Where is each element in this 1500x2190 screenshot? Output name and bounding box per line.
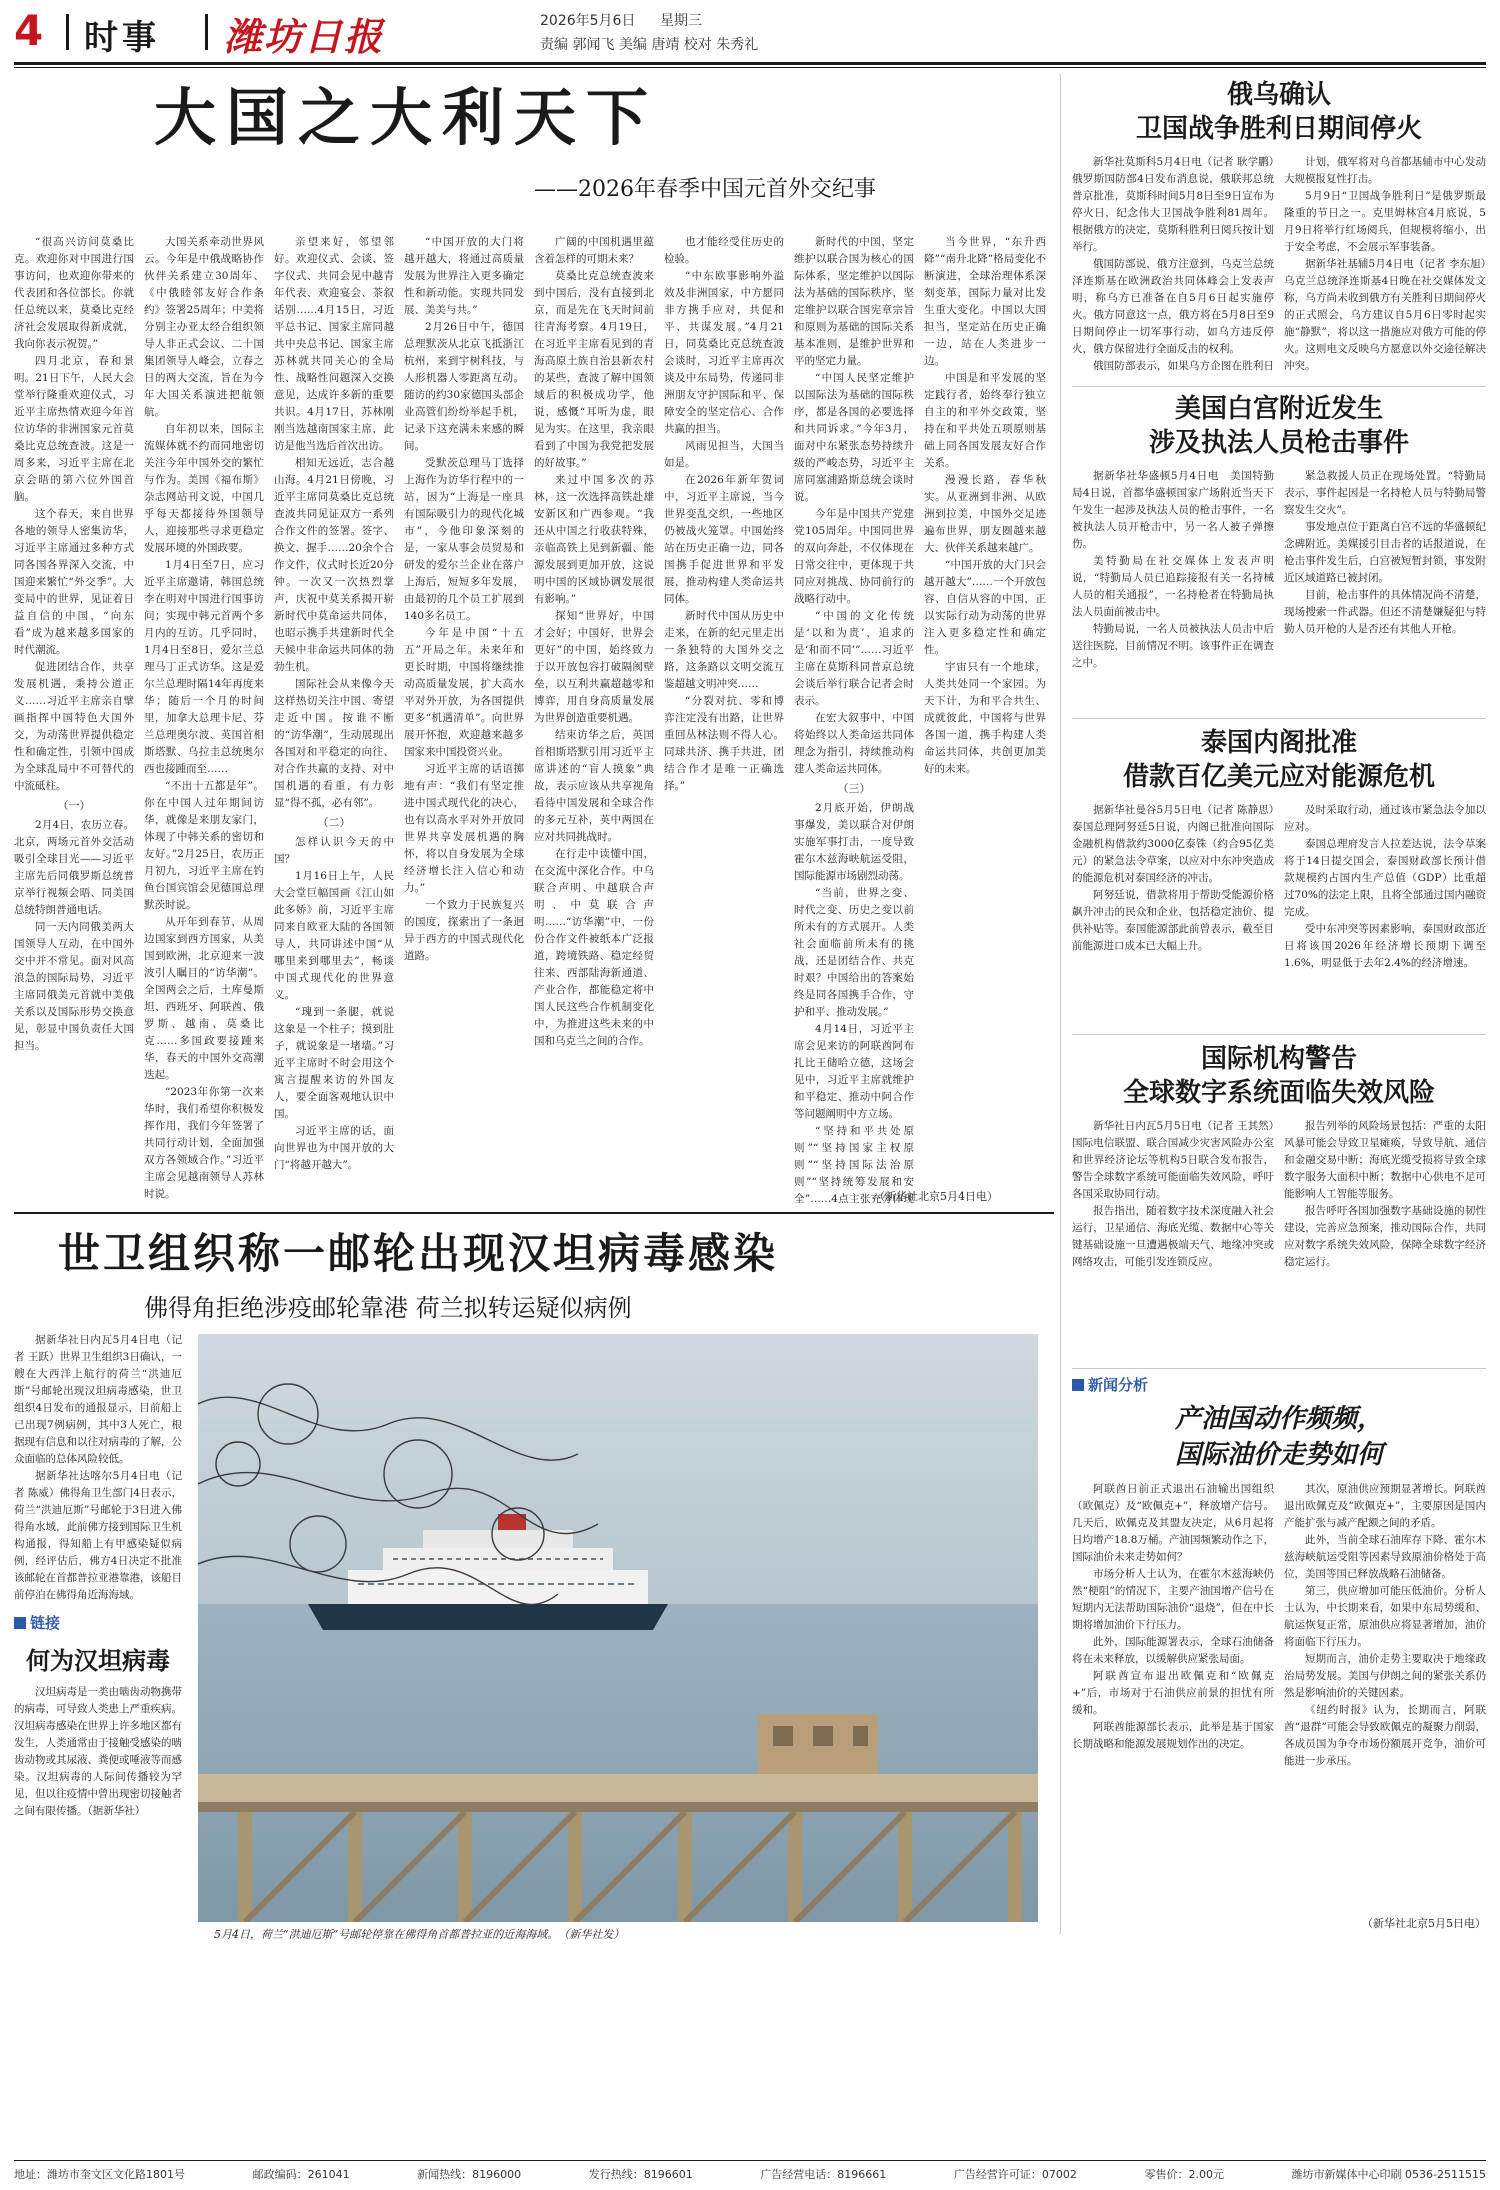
footer-item: 潍坊市新媒体中心印刷 0536-2511515 <box>1291 2168 1486 2181</box>
lead-paragraph: 来过中国多次的苏林，这一次选择高铁赴雄安新区和广西参观。“我还从中国之行收获特殊，亲临高铁上见到新疆、能源发展到更加开放，这说明中国的区域协调发展很有影响。” <box>534 474 654 605</box>
lead-paragraph: 莫桑比克总统查波来到中国后，没有直接到北京，而是先在飞天时间前往青海考察。4月19日，在习近平主席看见到的青海高原土族自治县新农村的某些，查波了解中国领域后的积极成功学，他说，感慨“耳听为虚，眼见为实。在这里，我亲眼看到了中国为我党把发展的好故事。” <box>534 270 654 469</box>
lead-paragraph: 受默茨总理马丁选择上海作为访华行程中的一站，因为“上海是一座具有国际吸引力的现代化城市”，今他印象深刻的是，一家从事会员贸易和研发的爱尔兰企业在落户上海后，短短多年发展，由最初的几个员工扩展到140多名员工。 <box>404 457 524 622</box>
lead-title: 大国之大利天下 <box>154 81 659 154</box>
lead-paragraph: “中国人民坚定维护以国际法为基础的国际秩序，都是各国的必要选择和共同诉求。”今年3月，面对中东紧张态势持续升级的严峻态势，习近平主席同塞浦路斯总统会谈时说。 <box>794 372 914 503</box>
link-badge <box>14 1612 182 1633</box>
story-column <box>1284 1118 1486 1352</box>
story-column <box>1284 1481 1486 1911</box>
story-column <box>1072 154 1274 374</box>
lead-paragraph: 在宏大叙事中，中国将始终以人类命运共同体理念为指引，持续推动构建人类命运共同体。 <box>794 712 914 775</box>
lead-paragraph: 广阔的中国机遇里蕴含着怎样的可期未来？ <box>534 236 654 265</box>
masthead-rule-thin <box>14 67 1486 68</box>
story-column <box>1072 1481 1274 1911</box>
story-paragraph: 阿联酋宣布退出欧佩克和“欧佩克+”后，市场对于石油供应前景的担忧有所缓和。 <box>1072 1670 1274 1716</box>
news-analysis <box>1072 1374 1486 1944</box>
bottom-subtitle: 佛得角拒绝涉疫邮轮靠港 荷兰拟转运疑似病例 <box>144 1294 632 1322</box>
lead-paragraph: 中国是和平发展的坚定践行者，始终奉行独立自主的和平外交政策，坚持在和平共处五项原则基础上同各国发展友好合作关系。 <box>924 372 1046 469</box>
lead-column-6 <box>664 234 784 1204</box>
section-name: 时事 <box>84 18 160 58</box>
masthead-rule <box>14 62 1486 65</box>
section-divider <box>14 1212 1054 1214</box>
footer-item: 邮政编码：261041 <box>252 2168 350 2181</box>
lead-paragraph: 4月14日，习近平主席会见来访的阿联酋阿布扎比王储哈立德，这场会见中，习近平主席就维护和平稳定、推动中阿合作等问题阐明中方立场。 <box>794 1023 914 1120</box>
lead-intro: “很高兴访问莫桑比克。欢迎你对中国进行国事访问，也欢迎你带来的代表团和各位部长。你就任总统以来，莫桑比克经济社会发展取得新成就，我向你表示祝贺。” <box>14 236 134 350</box>
lead-paragraph: “坚持和平共处原则”“坚持国家主权原则”“坚持国际法治原则”“坚持统筹发展和安全”……4点主张充分体现 <box>794 1125 914 1204</box>
story-paragraph: 新华社日内瓦5月5日电（记者 王其然）国际电信联盟、联合国减少灾害风险办公室和世界经济论坛等机构5日联合发布报告，警告全球数字系统可能面临失效风险，呼吁各国采取协同行动。 <box>1072 1120 1274 1200</box>
story-paragraph: 事发地点位于距离白宫不远的华盛顿纪念碑附近。美媒援引目击者的话报道说，在枪击事件发生后，白宫被短暂封锁，事发附近区域道路已被封闭。 <box>1284 521 1486 584</box>
footer-item: 零售价：2.00元 <box>1144 2168 1224 2181</box>
lead-story <box>14 74 1050 1208</box>
lead-paragraph: 在行走中读懂中国，在交流中深化合作。中乌联合声明、中越联合声明、中莫联合声明……“访华潮”中，一份份合作文件被纸本广泛报道，跨境铁路、稳定经贸往来、西部陆海新通道、产业合作，都能稳定将中国人民这些合作机制变化中，为推进这些未来的中国和乌克兰之间的合作。 <box>534 848 654 1047</box>
lead-paragraph: “2023年你第一次来华时，我们希望你积极发挥作用，我们今年签署了共同行动计划，全面加强双方各领域合作。”习近平主席会见越南领导人苏林时说。 <box>144 1086 264 1200</box>
story-paragraph: 据新华社曼谷5月5日电（记者 陈静思）泰国总理阿努廷5日说，内阁已批准向国际金融机构借款约3000亿泰铢（约合95亿美元）的紧急法令草案，以应对中东冲突造成的能源危机对泰国经济的冲击。 <box>1072 804 1274 884</box>
lead-column-5 <box>534 234 654 1204</box>
story-paragraph: 据新华社日内瓦5月4日电（记者 王跃）世界卫生组织3日确认，一艘在大西洋上航行的荷兰“洪迪厄斯”号邮轮出现汉坦病毒感染，世卫组织4日发布的通报显示，目前船上已出现7例病例，其中3人死亡，根据现有信息和以往对病毒的了解，公众面临的总体风险较低。 <box>14 1334 182 1465</box>
lead-paragraph: 大国关系牵动世界风云。今年是中俄战略协作伙伴关系建立30周年、《中俄睦邻友好合作条约》签署25周年；中美将分别主办亚太经合组织领导人非正式会议、二十国集团领导人峰会，立春之日的两大交流，旨在为今年大国关系演进把航领航。 <box>144 236 264 418</box>
lead-paragraph: 习近平主席的话语掷地有声：“我们有坚定推进中国式现代化的决心，也有以高水平对外开放同世界共享发展机遇的胸怀，将以自身发展为全球经济增长注入信心和动力。” <box>404 763 524 894</box>
section-marker-one: （一） <box>57 799 91 812</box>
story-paragraph: 紧急救援人员正在现场处置。“特勤局表示，事件起因是一名持枪人员与特勤局警察发生交火”。 <box>1284 470 1486 516</box>
story-paragraph: 报告指出，随着数字技术深度融入社会运行，卫星通信、海底光缆、数据中心等关键基础设施一旦遭遇极端天气、地缘冲突或网络攻击，可能引发连锁反应。 <box>1072 1205 1274 1268</box>
story-column <box>1284 468 1486 704</box>
story-divider <box>1072 1034 1486 1035</box>
story-paragraph: 《纽约时报》认为，长期而言，阿联酋“退群”可能会导致欧佩克的凝聚力削弱，各成员国为争夺市场份额展开竞争，油价可能进一步承压。 <box>1284 1704 1486 1767</box>
story-paragraph: 报告呼吁各国加强数字基础设施的韧性建设，完善应急预案，推动国际合作，共同应对数字系统失效风险，保障全球数字经济稳定运行。 <box>1284 1205 1486 1268</box>
lead-paragraph: “中国的文化传统是‘以和为贵’，追求的是‘和而不同’”……习近平主席在莫斯科同普京总统会谈后举行联合记者会时表示。 <box>794 610 914 707</box>
sidebar-link <box>14 1612 182 1952</box>
lead-paragraph: 自年初以来，国际主流媒体就不约而同地密切关注今年中国外交的繁忙与作为。美国《福布斯》杂志网站刊文说，中国几乎每天都接待外国领导人，迎接那些寻求更稳定发展环境的外国政要。 <box>144 423 264 554</box>
story-paragraph: 据新华社达喀尔5月4日电（记者 陈威）佛得角卫生部门4日表示，荷兰“洪迪厄斯”号邮轮于3日进入佛得角水域，此前佛方接到国际卫生机构通报，得知船上有甲感染疑似病例，经评估后，佛方4日决定不批准该邮轮在首都普拉亚港靠港，该船目前停泊在佛得角近海海域。 <box>14 1470 182 1601</box>
story-paragraph: 泰国总理府发言人拉差达说，法令草案将于14日提交国会，泰国财政部长预计借款规模约占国内生产总值（GDP）比重超过70%的法定上限，且将全部通过国内融资完成。 <box>1284 838 1486 918</box>
story-paragraph: 据新华社基辅5月4日电（记者 李东旭）乌克兰总统泽连斯基4日晚在社交媒体发文称，乌方尚未收到俄方有关胜利日期间停火的正式照会，乌方建议自5月6日零时起实施“静默”，将以这一措施应对俄方可能的停火。这则电文反映乌方愿意以外交途径解决冲突。 <box>1284 258 1486 372</box>
lead-paragraph: 同一天内同俄美两大国领导人互动，在中国外交中并不常见。面对风高浪急的国际局势，习近平主席同俄美元首就中美俄关系以及国际形势交换意见，彰显中国负责任大国担当。 <box>14 921 134 1052</box>
lead-paragraph: 新时代中国从历史中走来，在新的纪元里走出一条独特的大国外交之路，这条路以文明交流互鉴超越文明冲突…… <box>664 610 784 690</box>
right-story-thailand <box>1072 726 1486 1026</box>
masthead-divider <box>66 14 69 50</box>
photo-illustration <box>198 1334 1038 1922</box>
lead-byline: （新华社北京5月4日电） <box>874 1190 998 1203</box>
lead-paragraph: 四月北京，春和景明。21日下午，人民大会堂举行隆重欢迎仪式，习近平主席热情欢迎今年首位访华的非洲国家元首莫桑比克总统查波。这是一周多来，习近平主席在北京会晤的第六位外国首脑。 <box>14 355 134 503</box>
lead-paragraph: 相知无远近，志合越山海。4月21日傍晚，习近平主席同莫桑比克总统查波共同见证双方一系列合作文件的签署。签字、换文、握手……20余个合作文件，仪式时长近20分钟。一次又一次热烈掌声，庆祝中莫关系揭开崭新时代中莫命运共同体，也昭示携手共建新时代全天候中非命运共同体的勃勃生机。 <box>274 457 394 673</box>
bottom-story <box>14 1222 1054 1962</box>
story-paragraph: 受中东冲突等因素影响，泰国财政部近日将该国2026年经济增长预期下调至1.6%，明显低于去年2.4%的经济增速。 <box>1284 923 1486 969</box>
lead-paragraph: 宇宙只有一个地球，人类共处同一个家园。为天下计，为和平合共生、成就彼此，中国将与世界各国一道，携手构建人类命运共同体，共创更加美好的未来。 <box>924 661 1046 775</box>
analysis-byline: （新华社北京5月5日电） <box>1362 1917 1486 1930</box>
analysis-badge-label: 新闻分析 <box>1088 1376 1149 1394</box>
right-story-shooting <box>1072 392 1486 712</box>
lead-paragraph: 今年是中国“十五五”开局之年。未来年和更长时期，中国将继续推动高质量发展，扩大高水平对外开放，为各国提供更多“机遇清单”。向世界展开怀抱，欢迎越来越多国家来中国投资兴业。 <box>404 627 524 758</box>
lead-paragraph: 2月26日中午，德国总理默茨从北京飞抵浙江杭州，来到宇树科技，与人形机器人零距离互动。随访的约30家德国头部企业高管们纷纷举起手机，记录下这充满未来感的瞬间。 <box>404 321 524 452</box>
lead-column-3 <box>274 234 394 1204</box>
story-column <box>1284 154 1486 374</box>
lead-paragraph: 探知“世界好，中国才会好；中国好，世界会更好”的中国，始终致力于以开放包容打破隔阂壁垒，以互利共赢超越零和博弈，用自身高质量发展为世界创造重要机遇。 <box>534 610 654 724</box>
lead-paragraph: 2月4日，农历立春。北京，两场元首外交活动吸引全球目光——习近平主席先后同俄罗斯总统普京举行视频会晤、同美国总统特朗普通电话。 <box>14 819 134 916</box>
story-column <box>1072 1118 1274 1352</box>
footer-item: 广告经营电话：8196661 <box>760 2168 887 2181</box>
bottom-text-column <box>14 1332 182 1602</box>
footer-item: 新闻热线：8196000 <box>417 2168 522 2181</box>
lead-paragraph: 今年是中国共产党建党105周年。中国同世界的双向奔赴，不仅体现在日常交往中，更体现于共同应对挑战、协同前行的战略行动中。 <box>794 508 914 605</box>
story-paragraph: 第三，供应增加可能压低油价。分析人士认为，中长期来看，如果中东局势缓和、航运恢复正常，原油供应将显著增加，油价将面临下行压力。 <box>1284 1585 1486 1648</box>
lead-paragraph: “中国开放的大门将越开越大，将通过高质量发展为世界注入更多确定性和新动能。实现共同发展、美美与共。” <box>404 236 524 316</box>
story-paragraph: 此外，国际能源署表示，全球石油储备将在未来释放，以缓解供应紧张局面。 <box>1072 1636 1274 1665</box>
issue-date: 2026年5月6日 <box>540 13 636 29</box>
lead-paragraph: 1月4日至7日，应习近平主席邀请，韩国总统李在明对中国进行国事访问；实现中韩元首两个多月内的互访。几乎同时，1月4日至8日，爱尔兰总理马丁正式访华。这是爱尔兰总理时隔14年再度来华；随后一个月的时间里，加拿大总理卡尼、芬兰总理奥尔波、英国首相斯塔默、乌拉圭总统奥尔西也接踵而至…… <box>144 559 264 775</box>
badge-square-icon <box>14 1617 26 1629</box>
story-paragraph: 其次，原油供应预期显著增长。阿联酋退出欧佩克及“欧佩克+”，主要原因是国内产能扩张与减产配额之间的矛盾。 <box>1284 1483 1486 1529</box>
lead-paragraph: 漫漫长路，春华秋实。从亚洲到非洲、从欧洲到拉美，中国外交足迹遍布世界，朋友圈越来越大、伙伴关系越来越广。 <box>924 474 1046 554</box>
story-paragraph: 目前，枪击事件的具体情况尚不清楚，现场搜索一件武器。但还不清楚嫌疑犯与特勤人员开枪的人是否还有其他人开枪。 <box>1284 589 1486 635</box>
story-divider <box>1072 386 1486 387</box>
masthead-divider-2 <box>205 14 208 50</box>
page-footer <box>14 2160 1486 2184</box>
story-paragraph: 市场分析人士认为，在霍尔木兹海峡仍然“梗阻”的情况下，主要产油国增产信号在短期内无法帮助国际油价“退烧”，但在中长期将增加油价下行压力。 <box>1072 1568 1274 1631</box>
paper-logo: 潍坊日报 <box>224 14 385 59</box>
section-marker-two: （二） <box>317 816 351 829</box>
lead-paragraph: 亲望来好，邻望邻好。欢迎仪式、会谈、签字仪式、共同会见中越青年代表、欢迎宴会、茶叙话别……4月15日，习近平总书记、国家主席同越共中央总书记、国家主席苏林就共同关心的全局性、战略性问题深入交换意见，达成许多新的重要共识。4月17日，苏林刚刚当选越南国家主席，此访是他当选后首次出访。 <box>274 236 394 452</box>
story-title: 涉及执法人员枪击事件 <box>1148 428 1409 458</box>
story-paragraph: 阿联酋日前正式退出石油输出国组织（欧佩克）及“欧佩克+”，释放增产信号。几天后，欧佩克及其盟友决定，从6月起将日均增产18.8万桶。产油国频繁动作之下，国际油价未来走势如何？ <box>1072 1483 1274 1563</box>
footer-item: 广告经营许可证：07002 <box>953 2168 1077 2181</box>
lead-paragraph: 也才能经受住历史的检验。 <box>664 236 784 265</box>
story-title: 泰国内阁批准 <box>1200 728 1357 758</box>
editor-credits: 责编 郭闻飞 美编 唐靖 校对 朱秀礼 <box>540 37 759 53</box>
story-divider <box>1072 718 1486 719</box>
lead-column-4 <box>404 234 524 1204</box>
analysis-badge <box>1072 1374 1486 1395</box>
lead-paragraph: 国际社会从来像今天这样热切关注中国、寄望走近中国。按谁不断的“访华潮”，生动展现出各国对和平稳定的向往、对合作共赢的支持、对中国机遇的看重，有力彰显“得不孤，必有邻”。 <box>274 678 394 809</box>
page-number: 4 <box>14 6 44 55</box>
story-title: 全球数字系统面临失效风险 <box>1122 1078 1435 1108</box>
section-marker-three: （三） <box>837 782 871 795</box>
lead-subtitle: ——2026年春季中国元首外交纪事 <box>534 177 876 202</box>
issue-weekday: 星期三 <box>660 13 702 29</box>
story-paragraph: 俄国防部表示，如果乌方企图在胜利日 <box>1093 360 1274 372</box>
story-column <box>1072 802 1274 1022</box>
right-story-digital <box>1072 1042 1486 1362</box>
bottom-title: 世卫组织称一邮轮出现汉坦病毒感染 <box>58 1229 779 1278</box>
badge-square-icon <box>1072 1379 1084 1391</box>
lead-column-8 <box>924 234 1046 1184</box>
story-divider <box>1072 1368 1486 1369</box>
lead-paragraph: 这个春天，来自世界各地的领导人密集访华，习近平主席通过多种方式同各国各界深入交流，中国迎来繁忙“外交季”。大变局中的世界，见证着日益自信的中国，“向东看”成为越来越多国家的时代潮流。 <box>14 508 134 656</box>
link-badge-label: 链接 <box>30 1614 61 1632</box>
lead-column-1 <box>14 234 134 1204</box>
story-paragraph: 报告列举的风险场景包括：严重的太阳风暴可能会导致卫星瘫痪，导致导航、通信和金融交易中断；海底光缆受损将导致全球数字服务大面积中断；数据中心供电不足可能影响人工智能等服务。 <box>1284 1120 1486 1200</box>
story-title: 卫国战争胜利日期间停火 <box>1135 114 1422 144</box>
story-paragraph: 此外，当前全球石油库存下降、霍尔木兹海峡航运受阻等因素导致原油价格处于高位，美国等国已释放战略石油储备。 <box>1284 1534 1486 1580</box>
analysis-title: 国际油价走势如何 <box>1174 1440 1383 1470</box>
lead-paragraph: 一个致力于民族复兴的国度，探索出了一条迥异于西方的中国式现代化道路。 <box>404 899 524 962</box>
right-story-ceasefire <box>1072 78 1486 378</box>
story-paragraph: 新华社莫斯科5月4日电（记者 耿学鹏）俄罗斯国防部4日发布消息说，俄联邦总统普京批准，莫斯科时间5月8日至9日宣布为停火日，纪念伟大卫国战争胜利81周年。根据俄方的决定，莫斯科胜利日阅兵按计划举行。 <box>1072 156 1274 253</box>
footer-item: 地址：潍坊市奎文区文化路1801号 <box>14 2168 185 2181</box>
story-column <box>1072 468 1274 704</box>
lead-paragraph: “不出十五都是年”。你在中国人过年期间访华，就像是来朋友家门，体现了中韩关系的密切和友好。”2月25日，农历正月初九，习近平主席在钓鱼台国宾馆会见德国总理默茨时说。 <box>144 780 264 911</box>
story-title: 美国白宫附近发生 <box>1174 394 1383 424</box>
story-title: 国际机构警告 <box>1200 1044 1357 1074</box>
story-paragraph: 阿努廷说，借款将用于帮助受能源价格飙升冲击的民众和企业，包括稳定油价、提供补贴等。泰国能源部此前曾表示，截至目前能源进口成本已大幅上升。 <box>1072 889 1274 952</box>
lead-paragraph: 在2026年新年贺词中，习近平主席说，当今世界变乱交织，一些地区仍被战火笼罩。中国始终站在历史正确一边，同各国携手促进世界和平发展，推动构建人类命运共同体。 <box>664 474 784 605</box>
lead-paragraph: 结束访华之后，英国首相斯塔默引用习近平主席讲述的“盲人摸象”典故，表示应该从共享视角看待中国发展和全球合作的多元互补，英中两国在应对共同挑战时。 <box>534 729 654 843</box>
story-paragraph: 短期而言，油价走势主要取决于地缘政治局势发展。美国与伊朗之间的紧张关系仍然是影响油价的关键因素。 <box>1284 1653 1486 1699</box>
footer-item: 发行热线：8196601 <box>588 2168 693 2181</box>
lead-paragraph: 习近平主席的话，面向世界也为中国开放的大门“将越开越大”。 <box>274 1125 394 1171</box>
cruise-ship-photo <box>198 1334 1038 1922</box>
story-paragraph: 计划，俄军将对乌首都基辅市中心发动大规模报复性打击。 <box>1284 156 1486 185</box>
story-paragraph: 据新华社华盛顿5月4日电 美国特勤局4日说，首都华盛顿国家广场附近当天下午发生一起涉及执法人员的枪击事件，一名被执法人员开枪击中，另一名人被子弹擦伤。 <box>1072 470 1274 550</box>
lead-paragraph: 1月16日上午，人民大会堂巨幅国画《江山如此多娇》前，习近平主席同来自欧亚大陆的各国领导人，共同讲述中国“从哪里来到哪里去”，畅谈中国式现代化的世界意义。 <box>274 870 394 1001</box>
link-title: 何为汉坦病毒 <box>26 1647 170 1675</box>
story-column <box>1284 802 1486 1022</box>
lead-paragraph: “中国开放的大门只会越开越大”……一个开放包容、自信从容的中国，正以实际行动为动荡的世界注入更多稳定性和确定性。 <box>924 559 1046 656</box>
lead-paragraph: “分裂对抗、零和博弈注定没有出路，让世界重回丛林法则不得人心。同球共济、携手共进，团结合作才是唯一正确选择。” <box>664 695 784 792</box>
lead-column-2 <box>144 234 264 1204</box>
lead-paragraph: “瑰到一条腿，就说这象是一个柱子；摸到肚子，就说象是一堵墙。”习近平主席时不时会用这个寓言提醒来访的外国友人，要全面客观地认识中国。 <box>274 1006 394 1120</box>
lead-paragraph: “当前，世界之变、时代之变、历史之变以前所未有的方式展开。人类社会面临前所未有的挑战，还是团结合作、共克时艰？中国给出的答案始终是同各国携手合作，守护和平、推动发展。” <box>794 887 914 1018</box>
analysis-title: 产油国动作频频， <box>1174 1404 1383 1434</box>
story-paragraph: 5月9日“卫国战争胜利日”是俄罗斯最隆重的节日之一。克里姆林宫4月底说，5月9日将举行红场阅兵，但规模将缩小，出于安全考虑，不会展示军事装备。 <box>1284 190 1486 253</box>
photo-caption: 5月4日，荷兰“洪迪厄斯”号邮轮停靠在佛得角首都普拉亚的近海海域。 （新华社发） <box>214 1928 625 1941</box>
masthead <box>0 0 1500 70</box>
story-paragraph: 俄国防部说，俄方注意到，乌克兰总统泽连斯基在欧洲政治共同体峰会上发表声明，称乌方已准备在自5月6日起实施停火。俄方同意这一点，俄方将在5月8日至9日期间停止一切军事行动，如乌方违反停火，俄方保留进行全面反击的权利。 <box>1072 258 1274 355</box>
story-paragraph: 及时采取行动，通过该市紧急法令加以应对。 <box>1284 804 1486 833</box>
lead-paragraph: 风雨见担当，大国当如是。 <box>664 440 784 469</box>
story-title: 借款百亿美元应对能源危机 <box>1122 762 1435 792</box>
lead-paragraph: 2月底开始，伊朗战事爆发，美以联合对伊朗实施军事打击，一度导致霍尔木兹海峡航运受阻，国际能源市场剧烈动荡。 <box>794 802 914 882</box>
lead-paragraph: “中东欧事影响外溢效及非洲国家，中方愿同非方携手应对，共促和平、共谋发展。”4月21日，同莫桑比克总统查波会谈时，习近平主席再次谈及中东局势，传递同非洲朋友守护国际和平、保障安全的坚定信心、合作共赢的担当。 <box>664 270 784 435</box>
lead-paragraph: 当今世界，“东升西降”“南升北降”格局变化不断演进，全球治理体系深刻变革，国际力量对比发生重大变化。中国以大国担当，坚定站在历史正确一边，站在人类进步一边。 <box>924 236 1046 367</box>
story-paragraph: 特勤局说，一名人员被执法人员击中后送往医院，目前情况不明。该事件正在调查之中。 <box>1072 623 1274 669</box>
story-paragraph: 美特勤局在社交媒体上发表声明说，“特勤局人员已追踪接报有关一名持械人员的相关通报”，一名持枪者在特勤局执法人员面前被击中。 <box>1072 555 1274 618</box>
lead-paragraph: 新时代的中国，坚定维护以联合国为核心的国际体系，坚定维护以国际法为基础的国际秩序，坚定维护以联合国宪章宗旨和原则为基础的国际关系基本准则，是维护世界和平的坚定力量。 <box>794 236 914 367</box>
story-paragraph: 阿联酋能源部长表示，此举是基于国家长期战略和能源发展规划作出的决定。 <box>1072 1721 1274 1750</box>
link-text: 汉坦病毒是一类由啮齿动物携带的病毒，可导致人类患上严重疾病。汉坦病毒感染在世界上许多地区都有发生，人类通常由于接触受感染的啮齿动物或其尿液、粪便或唾液等而感染。汉坦病毒的人际间传播较为罕见，但以往疫情中曾出现密切接触者之间有限传播。（据新华社） <box>14 1686 182 1817</box>
column-divider <box>1060 74 1061 1934</box>
story-title: 俄乌确认 <box>1226 80 1331 110</box>
lead-paragraph: 促进团结合作，共享发展机遇，秉持公道正义……习近平主席亲自擘画指挥中国特色大国外交，为动荡世界提供稳定性和确定性，引领中国成为全球乱局中不可替代的中流砥柱。 <box>14 661 134 792</box>
lead-paragraph: 怎样认识今天的中国？ <box>274 836 394 865</box>
lead-paragraph: 从开年到春节，从周边国家到西方国家，从美国到欧洲，北京迎来一波波引人瞩目的“访华潮”。全国两会之后，土库曼斯坦、西班牙、阿联酋、俄罗斯、越南、莫桑比克……多国政要接踵来华，春天的中国外交高潮迭起。 <box>144 916 264 1081</box>
lead-column-7 <box>794 234 914 1204</box>
